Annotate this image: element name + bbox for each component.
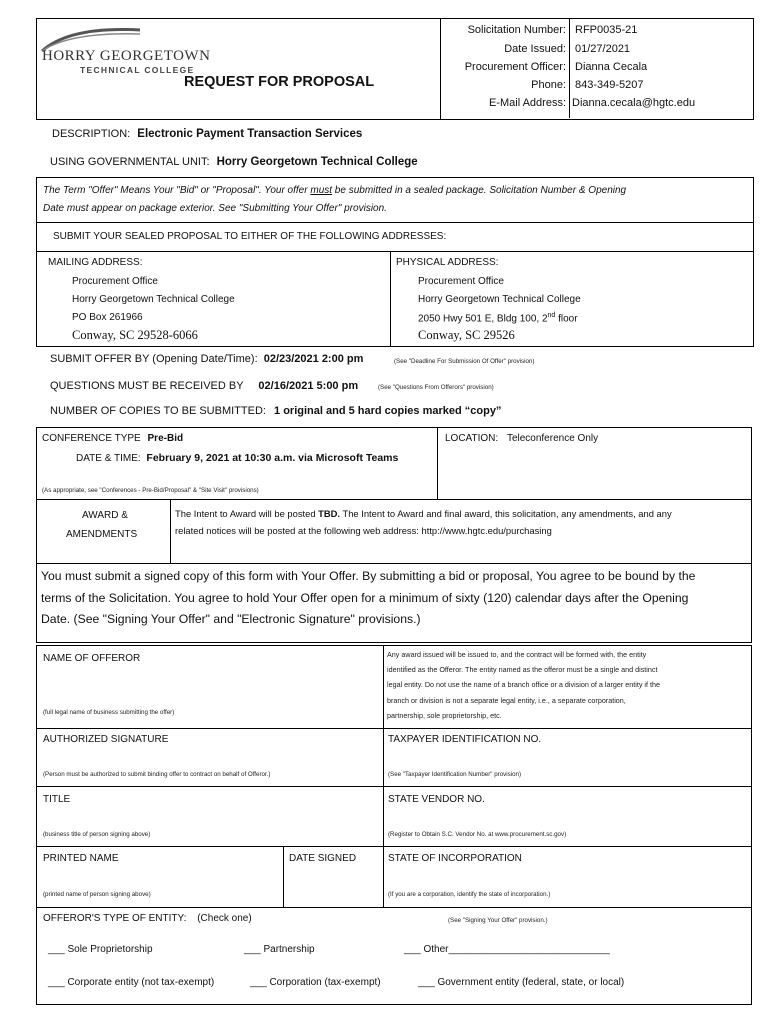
entity-option-sole[interactable]: ___ Sole Proprietorship [48, 944, 153, 955]
conference-note: (As appropriate, see "Conferences - Pre-Bid/Proposal" & "Site Visit" provisions) [42, 487, 259, 494]
description-value: Electronic Payment Transaction Services [137, 128, 363, 140]
procurement-officer: Dianna Cecala [575, 61, 648, 73]
printed-name-label: PRINTED NAME [43, 853, 119, 864]
fields-column-divider [383, 645, 384, 907]
award-text-line2: related notices will be posted at the following web address: http://www.hgtc.edu/purchasing [175, 525, 552, 536]
entity-option-tax-exempt[interactable]: ___ Corporation (tax-exempt) [250, 977, 381, 988]
signature-label: AUTHORIZED SIGNATURE [43, 734, 169, 745]
fields-line-3 [36, 846, 752, 847]
award-text-b: The Intent to Award and final award, this solicitation, any amendments, and any [340, 508, 672, 519]
title-input[interactable] [40, 809, 380, 829]
unit-row [50, 156, 418, 168]
submit-deadline-note: (See "Deadline For Submission Of Offer" provision) [394, 358, 535, 365]
conference-bottom-line [36, 499, 752, 500]
award-label-divider [170, 499, 171, 563]
conference-type-row [42, 433, 183, 444]
signature-note: (Person must be authorized to submit binding offer to contract on behalf of Offeror.) [43, 771, 271, 778]
printed-name-note: (printed name of person signing above) [43, 891, 151, 898]
physical-line4: Conway, SC 29526 [418, 328, 515, 342]
fields-line-2 [36, 786, 752, 787]
fields-line-1 [36, 728, 752, 729]
address-divider [36, 251, 754, 252]
physical-line3-text: 2050 Hwy 501 E, Bldg 100, 2 [418, 313, 548, 325]
offer-note-divider [36, 222, 754, 223]
award-bottom-line [36, 563, 752, 564]
solicitation-number: RFP0035-21 [575, 24, 638, 36]
date-signed-input[interactable] [286, 868, 380, 902]
state-vendor-label: STATE VENDOR NO. [388, 794, 485, 805]
fields-line-4 [36, 907, 752, 908]
date-signed-label: DATE SIGNED [289, 853, 357, 864]
conference-type-label: CONFERENCE TYPE [42, 433, 141, 444]
name-offeror-input[interactable] [40, 668, 380, 704]
mailing-line2: Horry Georgetown Technical College [72, 294, 235, 305]
physical-line3-text-b: floor [555, 313, 578, 325]
title-note: (business title of person signing above) [43, 831, 151, 838]
entity-option-partnership[interactable]: ___ Partnership [244, 944, 315, 955]
info-label-date: Date Issued: [504, 43, 566, 55]
mailing-line3: PO Box 261966 [72, 312, 143, 323]
award-tbd: TBD. [318, 508, 341, 519]
logo-name-line2: TECHNICAL COLLEGE [80, 65, 195, 75]
date-issued: 01/27/2021 [575, 43, 631, 55]
entity-option-government[interactable]: ___ Government entity (federal, state, or local) [418, 977, 625, 988]
address-column-divider [390, 251, 391, 347]
physical-title: PHYSICAL ADDRESS: [396, 257, 499, 268]
conference-location-label: LOCATION: [445, 433, 499, 444]
offer-note-line1 [43, 185, 626, 196]
taxpayer-note: (See "Taxpayer Identification Number" provision) [388, 771, 522, 778]
taxpayer-label: TAXPAYER IDENTIFICATION NO. [388, 734, 542, 745]
unit-value: Horry Georgetown Technical College [216, 156, 418, 168]
entity-row [43, 913, 252, 924]
name-note-line3: legal entity. Do not use the name of a branch office or a division of a larger entity if the [387, 680, 661, 689]
conference-datetime-label: DATE & TIME: [76, 453, 141, 464]
copies-row [50, 405, 501, 417]
submit-deadline-label: SUBMIT OFFER BY (Opening Date/Time): [50, 353, 258, 365]
award-left-line [36, 499, 37, 563]
physical-line1: Procurement Office [418, 276, 504, 287]
questions-label: QUESTIONS MUST BE RECEIVED BY [50, 380, 244, 392]
conference-location-divider [437, 427, 438, 499]
offer-note-text: The Term "Offer" Means Your "Bid" or "Proposal". Your offer [43, 185, 311, 196]
submit-deadline-value: 02/23/2021 2:00 pm [263, 353, 364, 365]
questions-note: (See "Questions From Offerors" provision) [378, 384, 494, 391]
name-offeror-label: NAME OF OFFEROR [43, 653, 141, 664]
agreement-line3: Date. (See "Signing Your Offer" and "Electronic Signature" provisions.) [41, 612, 421, 626]
state-inc-label: STATE OF INCORPORATION [388, 853, 522, 864]
email-address: Dianna.cecala@hgtc.edu [572, 97, 696, 109]
award-label-line2: AMENDMENTS [66, 529, 138, 540]
award-text-line1 [175, 508, 672, 519]
printed-name-input[interactable] [40, 868, 280, 888]
description-label: DESCRIPTION: [52, 128, 131, 140]
mailing-title: MAILING ADDRESS: [48, 257, 143, 268]
questions-value: 02/16/2021 5:00 pm [258, 380, 359, 392]
award-text-a: The Intent to Award will be posted [175, 508, 319, 519]
conference-location-value: Teleconference Only [506, 433, 599, 444]
entity-note: (See "Signing Your Offer" provision.) [448, 917, 548, 924]
mailing-line4: Conway, SC 29528-6066 [72, 328, 198, 342]
questions-row [50, 380, 358, 392]
offer-note-text-b: be submitted in a sealed package. Solicitation Number & Opening [332, 185, 627, 196]
logo-name-line1: HORRY GEORGETOWN [42, 48, 211, 64]
info-label-solicitation: Solicitation Number: [467, 24, 566, 36]
state-vendor-note: (Register to Obtain S.C. Vendor No. at www.procurement.sc.gov) [388, 831, 567, 838]
name-offeror-note: (full legal name of business submitting the offer) [43, 709, 175, 716]
name-note-line1: Any award issued will be issued to, and the contract will be formed with, the entity [387, 650, 647, 659]
conference-type-value: Pre-Bid [147, 433, 184, 444]
description-row [52, 128, 362, 140]
submit-heading: SUBMIT YOUR SEALED PROPOSAL TO EITHER OF THE FOLLOWING ADDRESSES: [53, 231, 447, 242]
state-inc-input[interactable] [386, 868, 748, 888]
header-divider [440, 18, 441, 120]
conference-datetime-row [76, 452, 398, 464]
name-note-line5: partnership, sole proprietorship, etc. [387, 711, 502, 720]
info-label-officer: Procurement Officer: [464, 61, 566, 73]
entity-option-corporate[interactable]: ___ Corporate entity (not tax-exempt) [48, 977, 215, 988]
page-title: REQUEST FOR PROPOSAL [184, 74, 375, 90]
unit-label: USING GOVERNMENTAL UNIT: [50, 156, 210, 168]
offer-note-must: must [310, 185, 333, 196]
date-signed-divider [283, 846, 284, 907]
offer-note-line2: Date must appear on package exterior. See "Submitting Your Offer" provision. [43, 203, 387, 214]
name-note-line2: identified as the Offeror. The entity named as the offeror must be a single and distinct [387, 665, 658, 674]
copies-label: NUMBER OF COPIES TO BE SUBMITTED: [50, 405, 266, 417]
conference-location-row [445, 433, 598, 444]
entity-option-other[interactable]: ___ Other_____________________________ [404, 944, 610, 955]
taxpayer-input[interactable] [386, 749, 748, 767]
phone: 843-349-5207 [575, 79, 644, 91]
copies-value: 1 original and 5 hard copies marked “copy” [274, 405, 502, 417]
signature-input[interactable] [40, 749, 380, 767]
agreement-line2: terms of the Solicitation. You agree to hold Your Offer open for a minimum of sixty (120) calendar days after the Opening [41, 591, 689, 605]
physical-line3-sup: nd [547, 312, 556, 319]
award-label-line1: AWARD & [82, 510, 128, 521]
entity-label: OFFEROR'S TYPE OF ENTITY: [43, 913, 187, 924]
mailing-line1: Procurement Office [72, 276, 158, 287]
info-label-phone: Phone: [531, 79, 566, 91]
info-label-email: E-Mail Address: [488, 97, 566, 109]
college-logo [40, 24, 211, 84]
state-vendor-input[interactable] [386, 809, 748, 829]
entity-check: (Check one) [197, 913, 252, 924]
physical-line2: Horry Georgetown Technical College [418, 294, 581, 305]
info-divider [569, 18, 570, 118]
conference-datetime-value: February 9, 2021 at 10:30 a.m. via Microsoft Teams [146, 452, 399, 464]
title-label: TITLE [43, 794, 71, 805]
submit-deadline-row [50, 353, 363, 365]
agreement-line1: You must submit a signed copy of this form with Your Offer. By submitting a bid or proposal, You agree to be bound by the [41, 569, 696, 583]
state-inc-note: (If you are a corporation, identify the state of incorporation.) [388, 891, 551, 898]
physical-line3 [418, 312, 578, 324]
name-note-line4: branch or division is not a separate legal entity, i.e., a separate corporation, [387, 696, 626, 705]
